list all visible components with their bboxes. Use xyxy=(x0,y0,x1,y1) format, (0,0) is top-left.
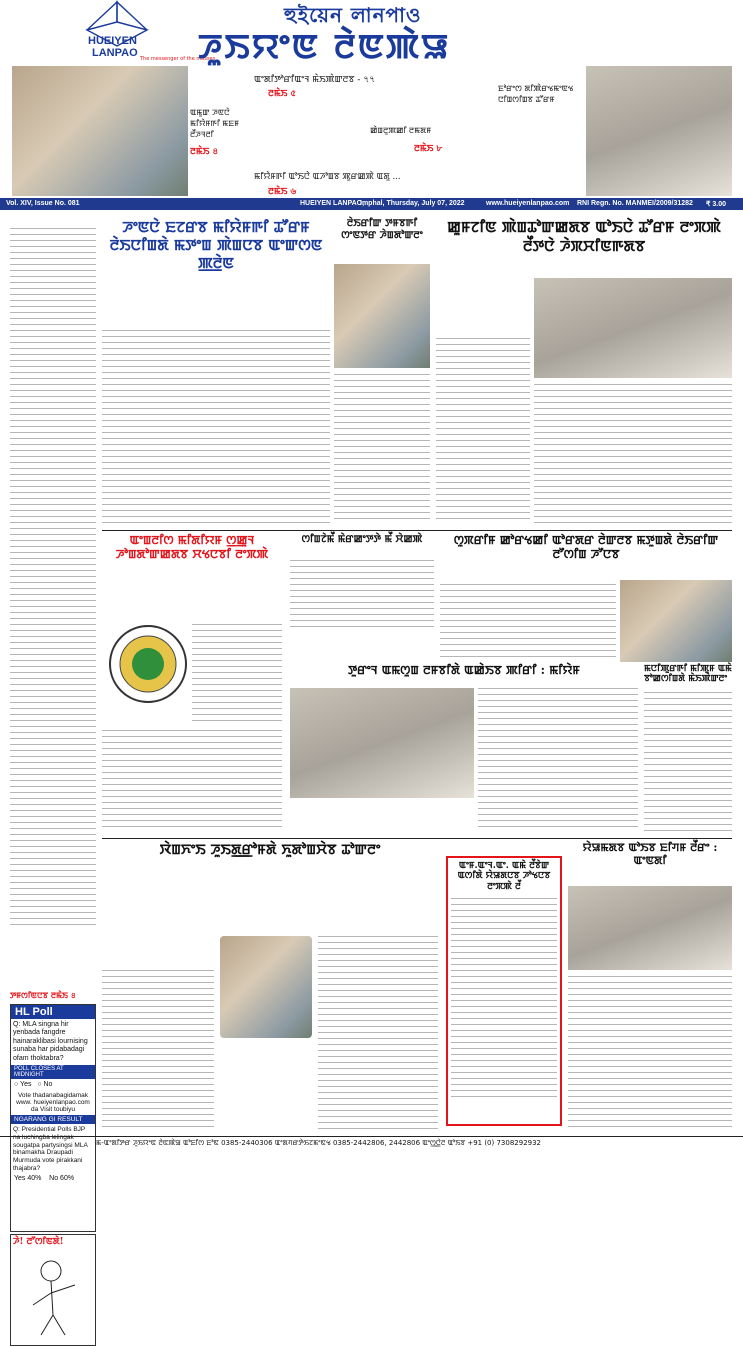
teaser-left xyxy=(190,108,252,196)
story-8-headline[interactable]: ꯃꯅꯤꯄꯨꯔꯒꯤ ꯃꯤꯄꯨꯝ ꯑꯃꯥ ꯕꯣꯀꯁꯤꯡꯗꯥ ꯃꯥꯏꯄꯥꯛꯂꯦ xyxy=(644,664,732,685)
logo-text-1: HUEIYEN xyxy=(88,35,137,47)
poll-no[interactable]: No xyxy=(43,1080,53,1088)
teaser-center xyxy=(254,66,482,196)
hl-poll xyxy=(10,1004,96,1232)
story-7-body xyxy=(478,688,638,832)
cartoon-figure-icon xyxy=(11,1249,95,1339)
poll-title: HL Poll xyxy=(11,1005,95,1019)
story-5-body xyxy=(290,560,434,632)
volume: Vol. XIV, Issue No. 081 xyxy=(6,200,80,207)
story-4-body-2 xyxy=(102,730,282,830)
story-3-headline[interactable]: ꯀꯨꯝꯖꯤꯟ ꯄꯥꯡꯊꯣꯛꯀꯗꯕ ꯑꯣꯏꯅꯥ ꯊꯧꯔꯝ ꯂꯦꯞꯄꯥ ꯂꯩꯇꯅꯥ ꯍꯥꯞꯆꯤꯟꯒꯗꯕ xyxy=(447,218,721,255)
poll-result-title: NGARANG GI RESULT xyxy=(11,1115,95,1124)
teaser-right xyxy=(498,84,586,106)
story-1-headline[interactable]: ꯍꯦꯟꯅꯥ ꯐꯖꯔꯕ ꯃꯤꯌꯥꯝꯒꯤ ꯊꯧꯔꯝ ꯂꯥꯏꯅꯤꯡꯗꯥ ꯃꯇꯦꯡ ꯄꯥꯡꯅꯕ ꯑꯦꯛꯁꯟ ꯄ꯭ꯂꯥꯟ xyxy=(109,218,323,272)
story-5 xyxy=(290,534,434,634)
story-1 xyxy=(102,218,330,528)
story-2 xyxy=(334,218,430,528)
story-11 xyxy=(568,842,732,1132)
strip-date: Imphal, Thursday, July 07, 2022 xyxy=(360,200,465,207)
story-6-photo xyxy=(620,580,732,662)
teaser-center-page3[interactable]: ꯂꯃꯥꯏ ৬ xyxy=(268,187,297,197)
story-3-photo xyxy=(534,278,732,378)
footer xyxy=(0,1136,743,1151)
left-column xyxy=(10,214,96,1247)
school-emblem-icon xyxy=(106,622,190,706)
story-5-headline[interactable]: ꯁꯤꯡꯖꯥꯃꯩ ꯃꯥꯔꯀꯦꯇꯇꯥ ꯃꯩ ꯆꯥꯀꯄꯥ xyxy=(301,534,423,545)
footer-text: ꯃ-ꯑꯦꯗꯤꯇꯔ ꯍꯨꯏꯌꯦꯟ ꯂꯥꯟꯄꯥꯎ ꯑꯣꯐꯤꯁ ꯐꯣꯟ 0385-2440306 ꯑꯦꯗꯚꯔꯇꯥꯏꯖꯃꯦꯟꯠ 0385-2442806, 2442806 ꯑꯦꯁ꯭ꯅꯥꯂ ꯑꯣꯏꯕ +91 (0) 7308292932 xyxy=(96,1139,542,1147)
strip-brand: HUEIYEN LANPAO, xyxy=(300,200,365,207)
poll-question: Q: MLA singna hir yenbada fangdre hainaraklibasi lournising sunaba har pidabadagi ofam thoktabra? xyxy=(13,1021,88,1062)
story-6-headline[interactable]: ꯁꯨꯞꯔꯤꯝ ꯀꯣꯔꯠꯀꯤ ꯑꯣꯔꯗꯔ ꯂꯥꯛꯂꯕ ꯃꯇꯨꯡꯗꯥ ꯂꯥꯏꯔꯤꯛ ꯂꯧꯁꯤꯡ ꯍꯧꯅꯕ xyxy=(453,533,719,561)
poll-vote-text[interactable]: Vote thadanabagidamak www. hueiyenlanpao.com da Visit toubiyu xyxy=(16,1091,90,1113)
photo-right xyxy=(586,66,732,196)
story-11-headline[interactable]: ꯌꯥꯎꯃꯗꯕ ꯑꯣꯏꯕ ꯐꯤꯚꯝ ꯂꯩꯔꯦ : ꯑꯦꯟꯗꯤ xyxy=(582,841,718,867)
story-7 xyxy=(290,664,638,834)
poll-result-question: Q: Presidential Polls BJP na luchingba lelingak sougatpa partysingsi MLA binamakha Draupadi Murmuda vote pirakkani thajabra? xyxy=(13,1125,88,1172)
story-3-body-b xyxy=(534,384,732,524)
story-10 xyxy=(446,856,562,1126)
divider-1 xyxy=(102,530,732,531)
story-9-portrait xyxy=(220,936,312,1038)
story-3-body-a xyxy=(436,338,530,524)
poll-no-radio[interactable]: ○ xyxy=(37,1080,44,1088)
story-2-photo xyxy=(334,264,430,368)
story-7-headline[interactable]: ꯇꯨꯔꯦꯜ ꯑꯃꯁꯨꯡ ꯂꯝꯕꯤꯗꯥ ꯑꯀꯥꯏꯕ ꯄꯤꯔꯤ : ꯃꯤꯌꯥꯝ xyxy=(347,663,580,677)
teaser-left-text: ꯑꯃꯨꯛ ꯍꯟꯅꯥ ꯃꯤꯌꯥꯝꯒꯤ ꯃꯐꯝ ꯂꯩꯍꯜꯂꯤ xyxy=(190,108,240,139)
story-2-headline[interactable]: ꯂꯥꯏꯔꯤꯛ ꯇꯝꯕꯒꯤ ꯁꯦꯟꯇꯔ ꯍꯥꯡꯗꯣꯛꯂꯦ xyxy=(341,218,423,241)
story-9 xyxy=(102,842,438,1132)
photo-left xyxy=(12,66,188,196)
masthead-subtitle: হুইয়েন লানপাও xyxy=(284,3,422,27)
story-11-body xyxy=(568,976,732,1130)
story-4-body xyxy=(192,624,282,724)
poll-closes: POLL CLOSES AT MIDNIGHT xyxy=(11,1065,95,1079)
teaser-left-page[interactable]: ꯂꯃꯥꯏ ৪ xyxy=(190,147,219,158)
story-11-photo xyxy=(568,886,732,970)
masthead xyxy=(0,0,743,67)
teaser-center-page2[interactable]: ꯂꯃꯥꯏ ৮ xyxy=(414,144,443,154)
poll-result-no: No 60% xyxy=(49,1174,75,1182)
story-8 xyxy=(644,664,732,834)
story-7-photo xyxy=(290,688,474,798)
strip-rni: RNI Regn. No. MANMEI/2009/31282 xyxy=(577,200,693,207)
strip-website[interactable]: www.hueiyenlanpao.com xyxy=(486,200,570,207)
story-3 xyxy=(436,218,732,528)
story-8-body xyxy=(644,692,732,832)
tamsinnaba-link[interactable]: ꯇꯝꯁꯤꯟꯅꯕ ꯂꯃꯥꯏ ৪ xyxy=(10,990,76,1000)
teaser-center-page1[interactable]: ꯂꯃꯥꯏ ৫ xyxy=(268,89,297,99)
poll-result-yes: Yes 40% xyxy=(14,1174,42,1182)
story-9-headline[interactable]: ꯋꯥꯡꯈꯦꯏ ꯍꯨꯏꯗ꯭ꯔꯣꯝꯗꯥ ꯈꯨꯗꯣꯡꯆꯥꯕ ꯊꯣꯛꯂꯦ xyxy=(159,842,381,858)
teaser-right-text: ꯐꯣꯔꯦꯁ ꯗꯤꯄꯥꯔꯠꯃꯦꯟꯠ ꯅꯤꯡꯁꯤꯡꯕ ꯊꯧꯔꯝ xyxy=(498,84,574,104)
cartoon-title: ꯍꯥ! ꯂꯧꯁꯤꯟꯗꯥ! xyxy=(13,1237,64,1247)
story-10-body xyxy=(451,898,557,1098)
story-6 xyxy=(440,534,732,664)
story-9-body-a xyxy=(102,970,214,1130)
divider-2 xyxy=(102,838,732,839)
poll-yes[interactable]: Yes xyxy=(20,1080,32,1088)
cartoon-box xyxy=(10,1234,96,1346)
story-2-body xyxy=(334,374,430,524)
story-1-body xyxy=(102,330,330,526)
left-column-text xyxy=(10,228,96,928)
story-9-body-b xyxy=(318,936,438,1130)
teaser-center-2: ꯀꯥꯡꯂꯨꯄꯀꯤ ꯂꯃꯗꯝ xyxy=(370,126,432,135)
strip-price: ₹ 3.00 xyxy=(706,201,727,208)
date-strip xyxy=(0,198,743,210)
logo-tagline: The messenger of the masses xyxy=(140,56,216,62)
masthead-title: ꯍꯨꯏꯌꯦꯟ ꯂꯥꯟꯄꯥꯎ xyxy=(198,27,451,67)
teaser-center-title: ꯑꯦꯗꯤꯇꯣꯔꯤꯑꯦꯜ ꯃꯥꯏꯄꯥꯛꯂꯕ - ৭৭ xyxy=(254,75,376,85)
story-4 xyxy=(102,534,282,834)
logo-text-2: LANPAO xyxy=(92,47,138,59)
story-4-headline[interactable]: ꯑꯦꯡꯂꯤꯁ ꯃꯤꯗꯤꯌꯝ ꯁ꯭ꯀꯨꯜ ꯍꯣꯡꯗꯣꯛꯀꯗꯕ ꯆꯠꯅꯕꯤ ꯂꯦꯞꯄꯥ xyxy=(115,533,269,561)
story-10-headline[interactable]: ꯑꯦꯝ.ꯑꯦꯜ.ꯑꯦ. ꯑꯃꯥ ꯂꯩꯕꯥꯛ ꯑꯁꯤꯗꯥ ꯌꯥꯎꯗꯅꯕ ꯍꯣꯠꯅꯕ ꯂꯦꯞꯄꯥ ꯂꯩ xyxy=(457,861,551,892)
story-6-body xyxy=(440,584,616,662)
teaser-center-3: ꯃꯤꯌꯥꯝꯒꯤ ꯑꯣꯏꯅꯥ ꯑꯍꯣꯡꯕ ꯄꯨꯔꯀꯄꯥ ꯑꯗꯨ ... xyxy=(254,172,401,182)
poll-yes-radio[interactable]: ○ xyxy=(14,1080,21,1088)
